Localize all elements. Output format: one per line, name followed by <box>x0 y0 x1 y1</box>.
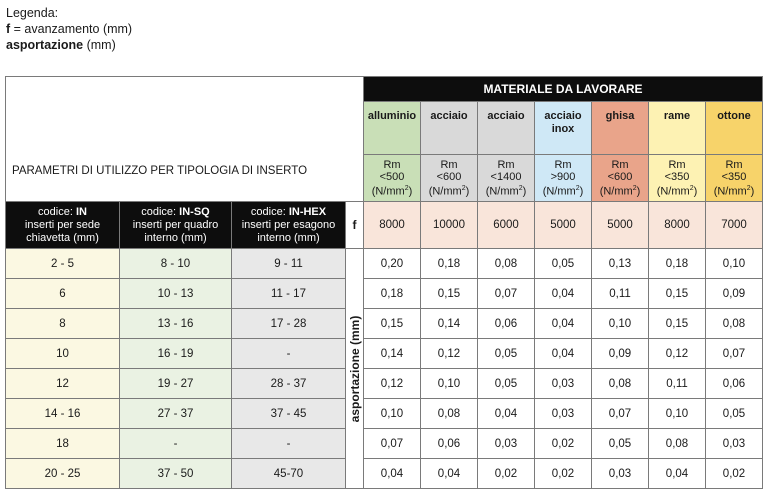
removal-value: 0,02 <box>535 459 592 489</box>
removal-label-cell <box>346 249 364 489</box>
feed-label: f <box>346 202 364 249</box>
material-name-line1: acciaio <box>430 110 468 122</box>
removal-value: 0,05 <box>592 429 649 459</box>
rm-unit-sup: 2 <box>404 184 409 192</box>
feed-value: 5000 <box>535 202 592 249</box>
removal-value: 0,03 <box>535 369 592 399</box>
code-header <box>232 202 346 249</box>
feed-value: 6000 <box>478 202 535 249</box>
material-name-line1: acciaio <box>487 110 525 122</box>
code-desc2: interno (mm) <box>144 231 207 244</box>
rm-unit-sup: 2 <box>632 184 637 192</box>
removal-value: 0,07 <box>364 429 421 459</box>
rm-value: <500 <box>379 170 405 183</box>
in-sq-size: 8 - 10 <box>120 249 232 279</box>
rm-value: >900 <box>550 170 576 183</box>
in-size: 14 - 16 <box>6 399 120 429</box>
material-rm <box>592 155 649 202</box>
removal-value: 0,10 <box>364 399 421 429</box>
removal-value: 0,04 <box>535 339 592 369</box>
legend-asp-text: (mm) <box>83 38 116 52</box>
feed-value: 5000 <box>592 202 649 249</box>
in-size: 10 <box>6 339 120 369</box>
in-size: 6 <box>6 279 120 309</box>
removal-value: 0,04 <box>478 399 535 429</box>
removal-value: 0,15 <box>649 279 706 309</box>
material-rm <box>364 155 421 202</box>
in-sq-size: 13 - 16 <box>120 309 232 339</box>
code-name: IN-SQ <box>179 205 210 218</box>
code-desc1: inserti per sede <box>24 218 101 231</box>
material-rm <box>478 155 535 202</box>
table-row <box>6 459 763 489</box>
in-size: 20 - 25 <box>6 459 120 489</box>
material-header: MATERIALE DA LAVORARE <box>364 77 763 102</box>
rm-unit <box>421 183 477 198</box>
rm-unit-close: ) <box>579 185 584 198</box>
in-sq-size: - <box>120 429 232 459</box>
rm-unit <box>649 183 705 198</box>
rm-unit <box>535 183 591 198</box>
removal-value: 0,04 <box>535 279 592 309</box>
in-size: 8 <box>6 309 120 339</box>
code-desc1: inserti per quadro <box>132 218 219 231</box>
table-row <box>6 249 763 279</box>
removal-value: 0,18 <box>421 249 478 279</box>
in-hex-size: - <box>232 339 346 369</box>
material-name-line1: ghisa <box>605 110 635 122</box>
rm-unit-text: (N/mm <box>656 185 690 198</box>
legend <box>6 5 132 53</box>
rm-unit <box>478 183 534 198</box>
legend-feed <box>6 21 132 37</box>
rm-label: Rm <box>668 158 686 171</box>
legend-asp-bold: asportazione <box>6 38 84 52</box>
removal-value: 0,10 <box>592 309 649 339</box>
table-row <box>6 369 763 399</box>
material-rm <box>535 155 592 202</box>
rm-unit-text: (N/mm <box>542 185 576 198</box>
removal-value: 0,05 <box>706 399 763 429</box>
legend-f-text: = avanzamento (mm) <box>10 22 133 36</box>
removal-value: 0,14 <box>364 339 421 369</box>
removal-value: 0,06 <box>478 309 535 339</box>
legend-removal <box>6 37 132 53</box>
rm-value: <600 <box>607 170 633 183</box>
legend-title: Legenda: <box>6 6 59 20</box>
material-name <box>364 102 421 155</box>
removal-value: 0,15 <box>364 309 421 339</box>
feed-value: 7000 <box>706 202 763 249</box>
removal-value: 0,12 <box>649 339 706 369</box>
rm-label: Rm <box>554 158 572 171</box>
in-hex-size: 37 - 45 <box>232 399 346 429</box>
rm-label: Rm <box>497 158 515 171</box>
material-name-line1: rame <box>663 110 691 122</box>
rm-value: <1400 <box>490 170 522 183</box>
in-sq-size: 16 - 19 <box>120 339 232 369</box>
material-name <box>421 102 478 155</box>
removal-value: 0,03 <box>535 399 592 429</box>
material-name-line1: alluminio <box>367 110 417 122</box>
removal-value: 0,05 <box>478 339 535 369</box>
material-name <box>535 102 592 155</box>
removal-value: 0,06 <box>706 369 763 399</box>
removal-value: 0,07 <box>592 399 649 429</box>
rm-unit-text: (N/mm <box>371 185 405 198</box>
material-rm <box>649 155 706 202</box>
material-name-line1: ottone <box>717 110 751 122</box>
removal-value: 0,02 <box>478 459 535 489</box>
rm-value: <350 <box>721 170 747 183</box>
rm-unit-sup: 2 <box>461 184 466 192</box>
rm-label: Rm <box>725 158 743 171</box>
in-hex-size: 17 - 28 <box>232 309 346 339</box>
code-desc1: inserti per esagono <box>241 218 336 231</box>
rm-label: Rm <box>383 158 401 171</box>
removal-value: 0,09 <box>592 339 649 369</box>
removal-value: 0,10 <box>706 249 763 279</box>
material-name <box>649 102 706 155</box>
removal-value: 0,07 <box>478 279 535 309</box>
in-sq-size: 10 - 13 <box>120 279 232 309</box>
rm-unit-close: ) <box>750 185 755 198</box>
rm-unit-text: (N/mm <box>485 185 519 198</box>
removal-value: 0,09 <box>706 279 763 309</box>
code-desc2: chiavetta (mm) <box>26 231 99 244</box>
code-line <box>120 206 231 219</box>
legend-f-symbol: f <box>6 22 11 36</box>
feed-value: 10000 <box>421 202 478 249</box>
rm-value: <350 <box>664 170 690 183</box>
removal-label: asportazione (mm) <box>347 315 362 422</box>
removal-value: 0,08 <box>706 309 763 339</box>
code-name: IN <box>75 205 87 218</box>
material-rm <box>706 155 763 202</box>
material-name <box>478 102 535 155</box>
code-prefix: codice: <box>250 205 289 218</box>
rm-unit-close: ) <box>693 185 698 198</box>
removal-value: 0,04 <box>649 459 706 489</box>
material-name <box>592 102 649 155</box>
removal-value: 0,10 <box>421 369 478 399</box>
in-size: 12 <box>6 369 120 399</box>
code-line <box>6 206 119 219</box>
material-name <box>706 102 763 155</box>
rm-unit-close: ) <box>408 185 413 198</box>
removal-value: 0,05 <box>535 249 592 279</box>
code-header <box>120 202 232 249</box>
removal-value: 0,15 <box>649 309 706 339</box>
rm-unit-close: ) <box>465 185 470 198</box>
removal-value: 0,05 <box>478 369 535 399</box>
removal-value: 0,08 <box>421 399 478 429</box>
in-sq-size: 27 - 37 <box>120 399 232 429</box>
in-hex-size: 45-70 <box>232 459 346 489</box>
removal-value: 0,11 <box>592 279 649 309</box>
removal-value: 0,08 <box>592 369 649 399</box>
feed-value: 8000 <box>649 202 706 249</box>
rm-unit <box>592 183 648 198</box>
in-size: 2 - 5 <box>6 249 120 279</box>
in-size: 18 <box>6 429 120 459</box>
code-prefix: codice: <box>141 205 180 218</box>
in-hex-size: 11 - 17 <box>232 279 346 309</box>
removal-value: 0,02 <box>535 429 592 459</box>
material-name-line2: inox <box>551 123 575 135</box>
removal-value: 0,04 <box>421 459 478 489</box>
rm-unit <box>706 183 762 198</box>
removal-value: 0,20 <box>364 249 421 279</box>
removal-value: 0,08 <box>478 249 535 279</box>
in-sq-size: 19 - 27 <box>120 369 232 399</box>
table-row <box>6 429 763 459</box>
material-rm <box>421 155 478 202</box>
removal-value: 0,04 <box>364 459 421 489</box>
code-line <box>232 206 345 219</box>
table-row <box>6 309 763 339</box>
removal-value: 0,03 <box>478 429 535 459</box>
code-header <box>6 202 120 249</box>
rm-unit-close: ) <box>636 185 641 198</box>
in-hex-size: 9 - 11 <box>232 249 346 279</box>
removal-value: 0,03 <box>706 429 763 459</box>
table-row <box>6 339 763 369</box>
rm-unit-sup: 2 <box>746 184 751 192</box>
removal-value: 0,12 <box>421 339 478 369</box>
rm-value: <600 <box>436 170 462 183</box>
table-row <box>6 279 763 309</box>
removal-value: 0,13 <box>592 249 649 279</box>
rm-unit-sup: 2 <box>689 184 694 192</box>
removal-value: 0,10 <box>649 399 706 429</box>
code-name: IN-HEX <box>288 205 327 218</box>
in-hex-size: 28 - 37 <box>232 369 346 399</box>
code-prefix: codice: <box>38 205 76 218</box>
removal-value: 0,15 <box>421 279 478 309</box>
in-sq-size: 37 - 50 <box>120 459 232 489</box>
removal-value: 0,03 <box>592 459 649 489</box>
removal-value: 0,07 <box>706 339 763 369</box>
feed-value: 8000 <box>364 202 421 249</box>
rm-unit <box>364 183 420 198</box>
parameters-table <box>5 76 763 489</box>
removal-value: 0,02 <box>706 459 763 489</box>
param-title: PARAMETRI DI UTILIZZO PER TIPOLOGIA DI INSERTO <box>6 77 364 202</box>
rm-unit-text: (N/mm <box>428 185 462 198</box>
rm-label: Rm <box>611 158 629 171</box>
rm-unit-sup: 2 <box>518 184 523 192</box>
rm-label: Rm <box>440 158 458 171</box>
removal-value: 0,18 <box>649 249 706 279</box>
rm-unit-text: (N/mm <box>599 185 633 198</box>
removal-value: 0,12 <box>364 369 421 399</box>
rm-unit-text: (N/mm <box>713 185 747 198</box>
removal-value: 0,04 <box>535 309 592 339</box>
removal-value: 0,06 <box>421 429 478 459</box>
removal-value: 0,11 <box>649 369 706 399</box>
rm-unit-close: ) <box>522 185 527 198</box>
removal-value: 0,18 <box>364 279 421 309</box>
removal-value: 0,08 <box>649 429 706 459</box>
rm-unit-sup: 2 <box>575 184 580 192</box>
code-desc2: interno (mm) <box>257 231 320 244</box>
in-hex-size: - <box>232 429 346 459</box>
material-name-line1: acciaio <box>544 110 582 122</box>
removal-value: 0,14 <box>421 309 478 339</box>
table-row <box>6 399 763 429</box>
